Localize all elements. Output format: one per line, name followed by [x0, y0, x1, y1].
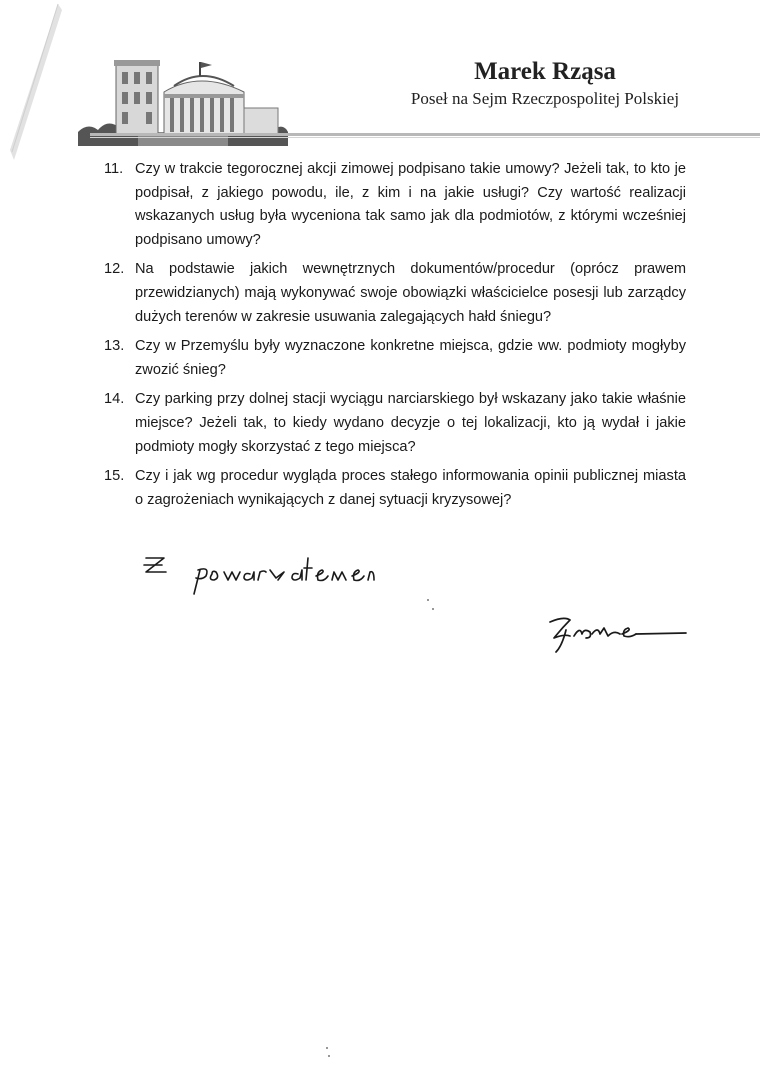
question-text: Na podstawie jakich wewnętrznych dokumentów/procedur (oprócz prawem przewidzianych) mają wykonywać swoje obowiązki właścicielce posesji lub zarządcy dużych terenów w zakresie usuwania zalegających hałd śniegu?	[135, 261, 686, 325]
question-text: Czy w trakcie tegorocznej akcji zimowej podpisano takie umowy? Jeżeli tak, to kto je podpisał, z jakiego powodu, ile, z kim i na jakie usługi? Czy wartość realizacji wskazanych usług była wyceniona tak samo jak dla podmiotów, z którymi wcześniej podpisano umowy?	[135, 161, 686, 248]
question-number: 13.	[104, 338, 125, 355]
question-number: 14.	[104, 391, 125, 408]
header-rule	[90, 133, 760, 141]
scan-speck	[328, 1055, 330, 1057]
question-number: 11.	[104, 161, 124, 177]
letterhead	[0, 0, 768, 160]
question-text: Czy parking przy dolnej stacji wyciągu narciarskiego był wskazany jako takie właśnie miejsce? Jeżeli tak, to kiedy wydano decyzje o tej lokalizacji, kto ją wydał i jakie podmioty mogły skorzystać z tego miejsca?	[135, 391, 686, 455]
question-number: 15.	[104, 468, 125, 485]
question-text: Czy i jak wg procedur wygląda proces stałego informowania opinii publicznej miasta o zagrożeniach wynikających z danej sytuacji kryzysowej?	[135, 468, 686, 508]
question-item	[98, 258, 686, 329]
mp-name: Marek Rząsa	[474, 58, 616, 85]
scan-speck	[326, 1047, 328, 1049]
question-text: Czy w Przemyślu były wyznaczone konkretne miejsca, gdzie ww. podmioty mogłyby zwozić śnieg?	[135, 338, 686, 378]
question-item	[98, 388, 686, 459]
question-item	[98, 335, 686, 382]
handwritten-closing-icon	[138, 548, 378, 598]
mp-position: Poseł na Sejm Rzeczpospolitej Polskiej	[410, 89, 680, 108]
question-list	[98, 158, 686, 518]
question-item	[98, 158, 686, 252]
handwritten-signature-icon	[540, 612, 690, 654]
scan-speck	[427, 599, 429, 601]
question-number: 12.	[104, 261, 125, 278]
scan-speck	[432, 608, 434, 610]
question-item	[98, 465, 686, 512]
